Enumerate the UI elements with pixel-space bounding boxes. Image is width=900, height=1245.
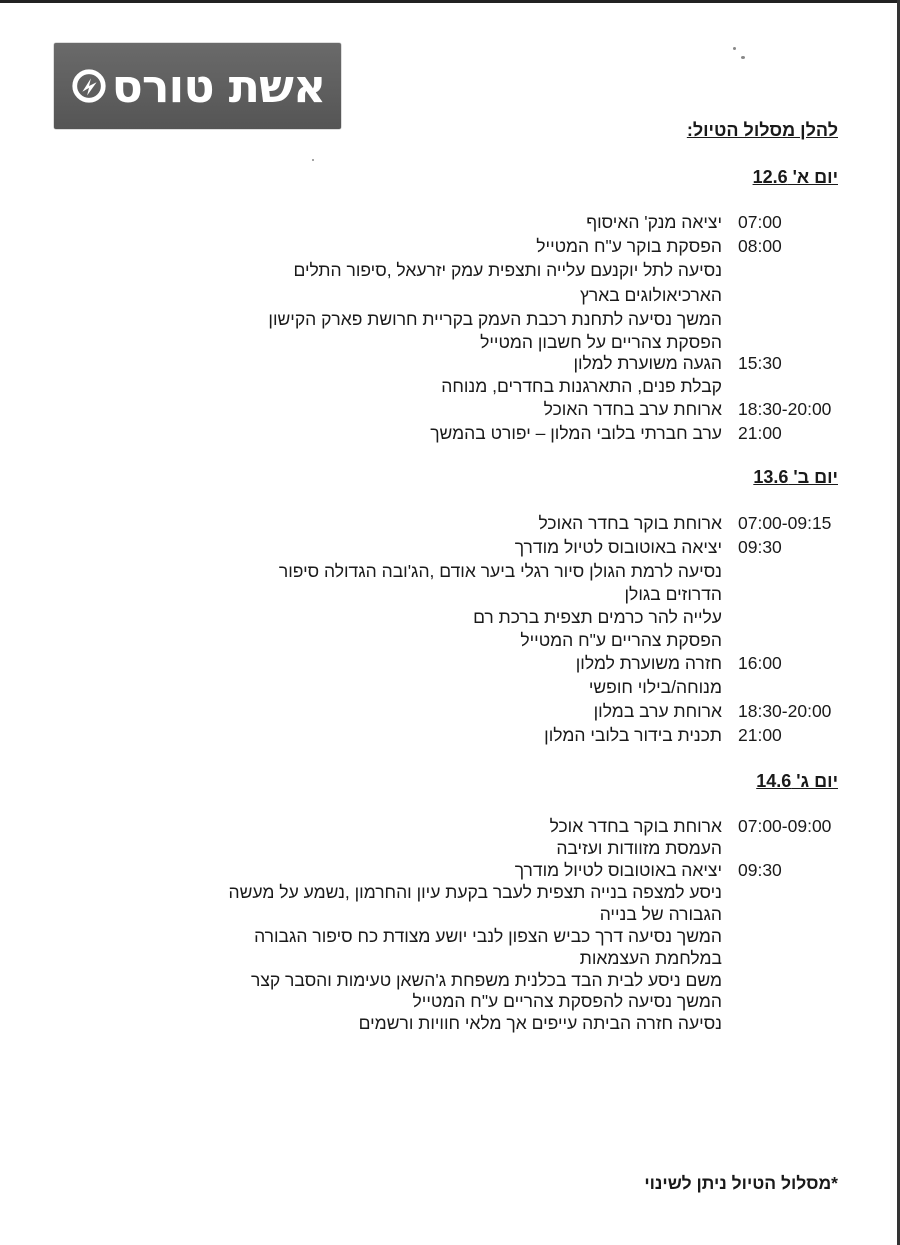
row-text: המשך נסיעה דרך כביש הצפון לנבי יושע מצודת כח סיפור הגבורה <box>254 926 722 946</box>
schedule-row <box>60 652 838 675</box>
schedule-row <box>60 259 838 282</box>
row-text: יציאה מנק' האיסוף <box>586 212 722 232</box>
row-text: נסיעה חזרה הביתה עייפים אך מלאי חוויות ורשמים <box>358 1013 722 1033</box>
schedule-row <box>60 536 838 559</box>
schedule-row <box>60 1012 838 1035</box>
row-text: ארוחת בוקר בחדר אוכל <box>549 816 722 836</box>
company-logo <box>54 43 341 129</box>
row-text: ערב חברתי בלובי המלון – יפורט בהמשך <box>430 423 722 443</box>
schedule-row <box>60 969 838 992</box>
row-text: ארוחת בוקר בחדר האוכל <box>538 513 722 533</box>
row-time: 07:00-09:00 <box>738 816 832 836</box>
itinerary-heading: להלן מסלול הטיול: <box>686 120 838 140</box>
schedule-row <box>60 990 838 1013</box>
row-text: הפסקת צהריים ע"ח המטייל <box>520 630 722 650</box>
day-heading: יום ג' 14.6 <box>756 771 838 791</box>
row-time: 07:00-09:15 <box>738 513 832 533</box>
schedule-row <box>60 352 838 375</box>
row-text: הארכיאולוגים בארץ <box>580 285 722 305</box>
schedule-row <box>60 724 838 747</box>
schedule-row <box>60 700 838 723</box>
schedule-row <box>60 676 838 699</box>
schedule-row <box>60 512 838 535</box>
schedule-row <box>60 211 838 234</box>
scan-speck <box>312 159 314 161</box>
row-time: 16:00 <box>738 653 782 673</box>
row-text: העמסת מזוודות ועזיבה <box>556 838 722 858</box>
row-time: 15:30 <box>738 353 782 373</box>
row-text: ניסע למצפה בנייה תצפית לעבר בקעת עיון והחרמון ,נשמע על מעשה <box>228 882 722 902</box>
page-edge-top <box>0 0 900 3</box>
row-text: יציאה באוטובוס לטיול מודרך <box>514 860 722 880</box>
row-text: נסיעה לרמת הגולן סיור רגלי ביער אודם ,הג'ובה הגדולה סיפור <box>278 561 722 581</box>
row-text: חזרה משוערת למלון <box>575 653 722 673</box>
row-text: תכנית בידור בלובי המלון <box>544 725 722 745</box>
row-text: במלחמת העצמאות <box>579 948 722 968</box>
row-time: 18:30-20:00 <box>738 399 832 419</box>
row-time: 07:00 <box>738 212 782 232</box>
row-time: 09:30 <box>738 860 782 880</box>
row-text: הגעה משוערת למלון <box>573 353 722 373</box>
row-text: ארוחת ערב במלון <box>593 701 722 721</box>
row-time: 08:00 <box>738 236 782 256</box>
schedule-row <box>60 308 838 331</box>
row-text: משם ניסע לבית הבד בכלנית משפחת ג'השאן טעימות והסבר קצר <box>250 970 722 990</box>
row-time: 09:30 <box>738 537 782 557</box>
row-text: הפסקת צהריים על חשבון המטייל <box>480 332 722 352</box>
row-text: ארוחת ערב בחדר האוכל <box>543 399 722 419</box>
schedule-row <box>60 947 838 970</box>
schedule-row <box>60 331 838 354</box>
schedule-row <box>60 422 838 445</box>
row-text: המשך נסיעה להפסקת צהריים ע"ח המטייל <box>412 991 722 1011</box>
schedule-row <box>60 235 838 258</box>
schedule-row <box>60 606 838 629</box>
schedule-row <box>60 837 838 860</box>
scan-speck <box>733 47 736 50</box>
schedule-row <box>60 375 838 398</box>
schedule-row <box>60 398 838 421</box>
schedule-row <box>60 629 838 652</box>
schedule-row <box>60 903 838 926</box>
schedule-row <box>60 881 838 904</box>
row-text: יציאה באוטובוס לטיול מודרך <box>514 537 722 557</box>
day-heading: יום א' 12.6 <box>752 167 838 187</box>
row-text: המשך נסיעה לתחנת רכבת העמק בקריית חרושת פארק הקישון <box>268 309 722 329</box>
row-text: מנוחה/בילוי חופשי <box>588 677 722 697</box>
row-text: הגבורה של בנייה <box>599 904 722 924</box>
row-time: 21:00 <box>738 725 782 745</box>
schedule-row <box>60 925 838 948</box>
row-time: 18:30-20:00 <box>738 701 832 721</box>
schedule-row <box>60 815 838 838</box>
row-text: קבלת פנים, התארגנות בחדרים, מנוחה <box>441 376 722 396</box>
logo-text: אשת טורס <box>111 59 326 113</box>
row-text: עלייה להר כרמים תצפית ברכת רם <box>473 607 722 627</box>
schedule-row <box>60 583 838 606</box>
row-text: הפסקת בוקר ע"ח המטייל <box>536 236 722 256</box>
row-time: 21:00 <box>738 423 782 443</box>
schedule-row <box>60 284 838 307</box>
day-heading: יום ב' 13.6 <box>753 467 838 487</box>
row-text: נסיעה לתל יוקנעם עלייה ותצפית עמק יזרעאל ,סיפור התלים <box>293 260 722 280</box>
scan-speck <box>741 56 745 59</box>
schedule-row <box>60 560 838 583</box>
swirl-logo-icon <box>70 67 108 105</box>
row-text: הדרוזים בגולן <box>624 584 722 604</box>
schedule-row <box>60 859 838 882</box>
itinerary-footnote: *מסלול הטיול ניתן לשינוי <box>644 1173 838 1193</box>
